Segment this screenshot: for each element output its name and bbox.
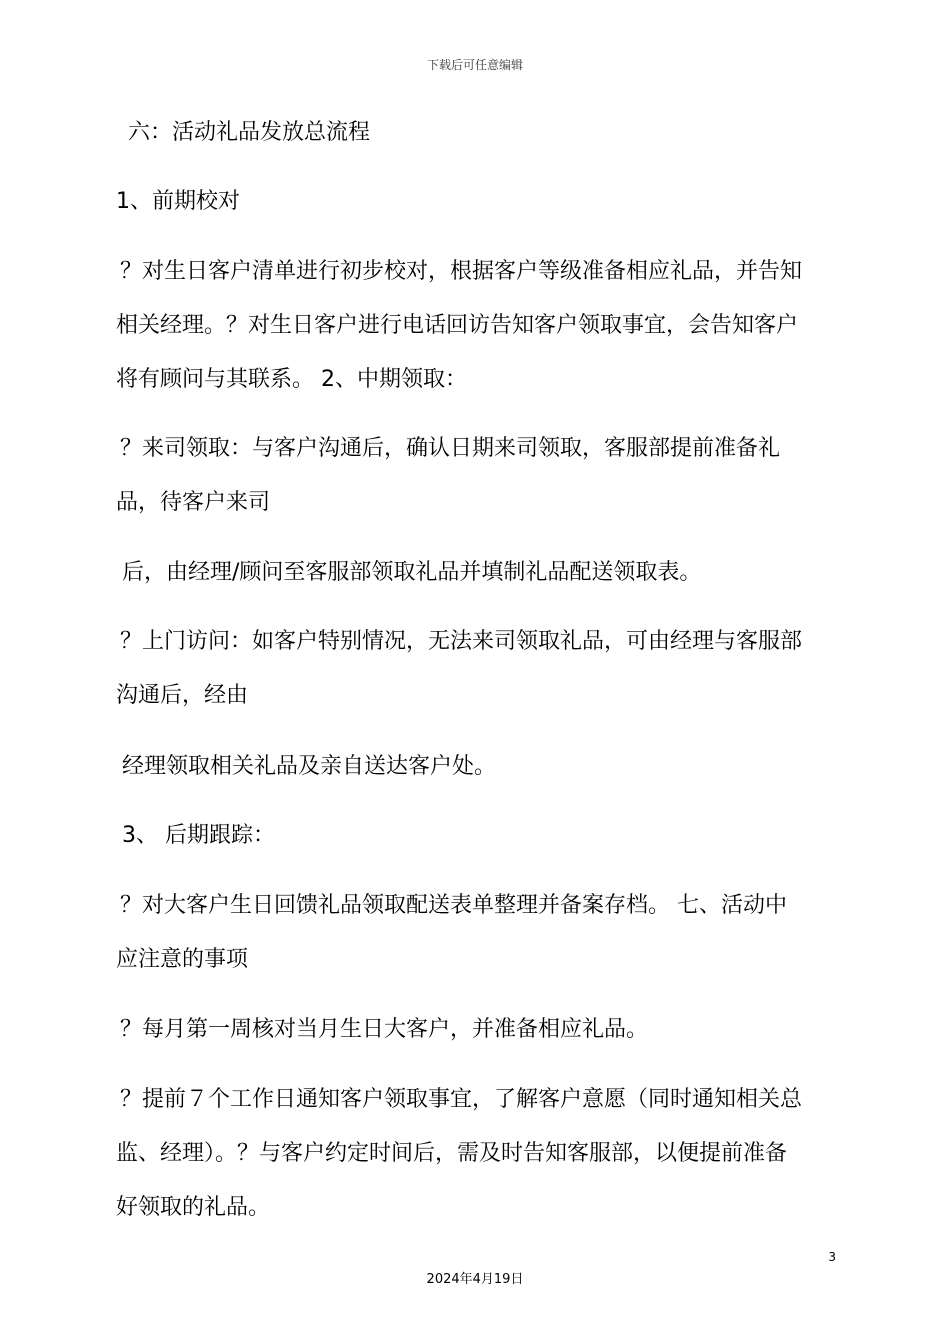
paragraph-line: ？上门访问：如客户特别情况，无法来司领取礼品，可由经理与客服部 <box>120 629 803 654</box>
paragraph-line: 应注意的事项 <box>116 947 249 972</box>
paragraph-line: 经理领取相关礼品及亲自送达客户处。 <box>122 754 497 779</box>
footer-date: 2024年4月19日 <box>426 1272 524 1287</box>
section-title: 六：活动礼品发放总流程 <box>128 120 371 145</box>
paragraph-line: 监、经理）。？与客户约定时间后，需及时告知客服部，以便提前准备 <box>116 1141 788 1166</box>
paragraph-line: 将有顾问与其联系。 2、中期领取： <box>116 367 467 392</box>
paragraph-line: 相关经理。？对生日客户进行电话回访告知客户领取事宜，会告知客户 <box>116 313 799 338</box>
paragraph-line: ？每月第一周核对当月生日大客户，并准备相应礼品。 <box>120 1017 649 1042</box>
page-header-note: 下载后可任意编辑 <box>426 58 523 72</box>
paragraph-line: ？对大客户生日回馈礼品领取配送表单整理并备案存档。 七、活动中 <box>120 893 787 918</box>
paragraph-line: ？对生日客户清单进行初步校对，根据客户等级准备相应礼品，并告知 <box>120 259 803 284</box>
paragraph-line: 沟通后，经由 <box>116 683 249 708</box>
step1-heading: 1、前期校对 <box>116 189 240 214</box>
paragraph-line: 后，由经理/顾问至客服部领取礼品并填制礼品配送领取表。 <box>122 560 702 585</box>
paragraph-line: 好领取的礼品。 <box>116 1195 271 1220</box>
paragraph-line: 品，待客户来司 <box>116 490 271 515</box>
paragraph-line: ？提前７个工作日通知客户领取事宜，了解客户意愿（同时通知相关总 <box>120 1087 803 1112</box>
page-number: 3 <box>828 1250 836 1264</box>
step3-heading: 3、 后期跟踪： <box>122 823 275 848</box>
paragraph-line: ？来司领取：与客户沟通后，确认日期来司领取，客服部提前准备礼 <box>120 436 781 461</box>
